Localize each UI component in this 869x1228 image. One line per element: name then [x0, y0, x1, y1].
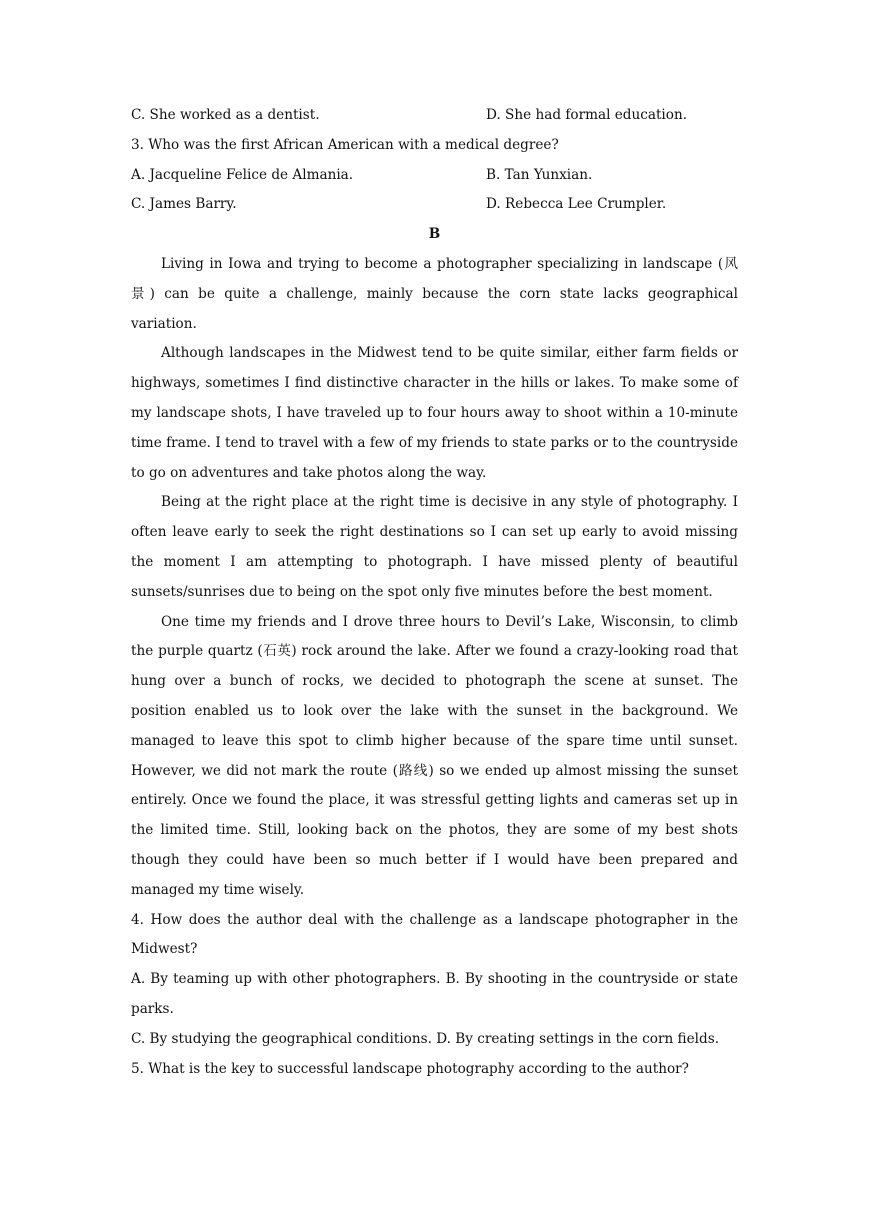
q2-option-c: C. She worked as a dentist. [131, 107, 320, 123]
q3-option-d: D. Rebecca Lee Crumpler. [486, 196, 667, 213]
passage-paragraph-2: Although landscapes in the Midwest tend to be quite similar, either farm fields or highways, sometimes I find distinctive character in the hills or lakes. To make some of my landscape shots, I have traveled up to four hours away to shoot within a 10-minute time frame. I tend to travel with a few of my friends to state parks or to the countryside to go on adventures and take photos along the way. [131, 345, 738, 481]
q5-question: 5. What is the key to successful landscape photography according to the author? [131, 1060, 689, 1077]
q3-option-a: A. Jacqueline Felice de Almania. [131, 166, 354, 183]
q3-option-c: C. James Barry. [131, 196, 237, 213]
q2-option-d: D. She had formal education. [486, 107, 688, 123]
page-content [131, 101, 738, 1084]
q2-options-row [131, 101, 738, 131]
q4-options-ab: A. By teaming up with other photographers. B. By shooting in the countryside or state parks. [131, 971, 738, 1017]
q3-question: 3. Who was the first African American with a medical degree? [131, 136, 559, 153]
passage-paragraph-4: One time my friends and I drove three hours to Devil’s Lake, Wisconsin, to climb the purple quartz (石英) rock around the lake. After we found a crazy-looking road that hung over a bunch of rocks, we decided to photograph the scene at sunset. The position enabled us to look over the lake with the sunset in the background. We managed to leave this spot to climb higher because of the spare time until sunset. However, we did not mark the route (路线) so we ended up almost missing the sunset entirely. Once we found the place, it was stressful getting lights and cameras set up in the limited time. Still, looking back on the photos, they are some of my best shots though they could have been so much better if I would have been prepared and managed my time wisely. [131, 613, 738, 898]
q4-options-cd: C. By studying the geographical conditions. D. By creating settings in the corn fields. [131, 1030, 720, 1047]
q3-option-b: B. Tan Yunxian. [486, 166, 593, 183]
q4-question: 4. How does the author deal with the challenge as a landscape photographer in the Midwest? [131, 911, 738, 958]
q3-options-row-2 [131, 190, 738, 220]
passage-paragraph-1: Living in Iowa and trying to become a photographer specializing in landscape (风景) can be quite a challenge, mainly because the corn state lacks geographical variation. [131, 255, 738, 332]
q3-options-row-1 [131, 161, 738, 191]
section-heading: B [428, 226, 441, 243]
passage-paragraph-3: Being at the right place at the right time is decisive in any style of photography. I often leave early to seek the right destinations so I can set up early to avoid missing the moment I am attempting to photograph. I have missed plenty of beautiful sunsets/sunrises due to being on the spot only five minutes before the best moment. [131, 494, 738, 600]
